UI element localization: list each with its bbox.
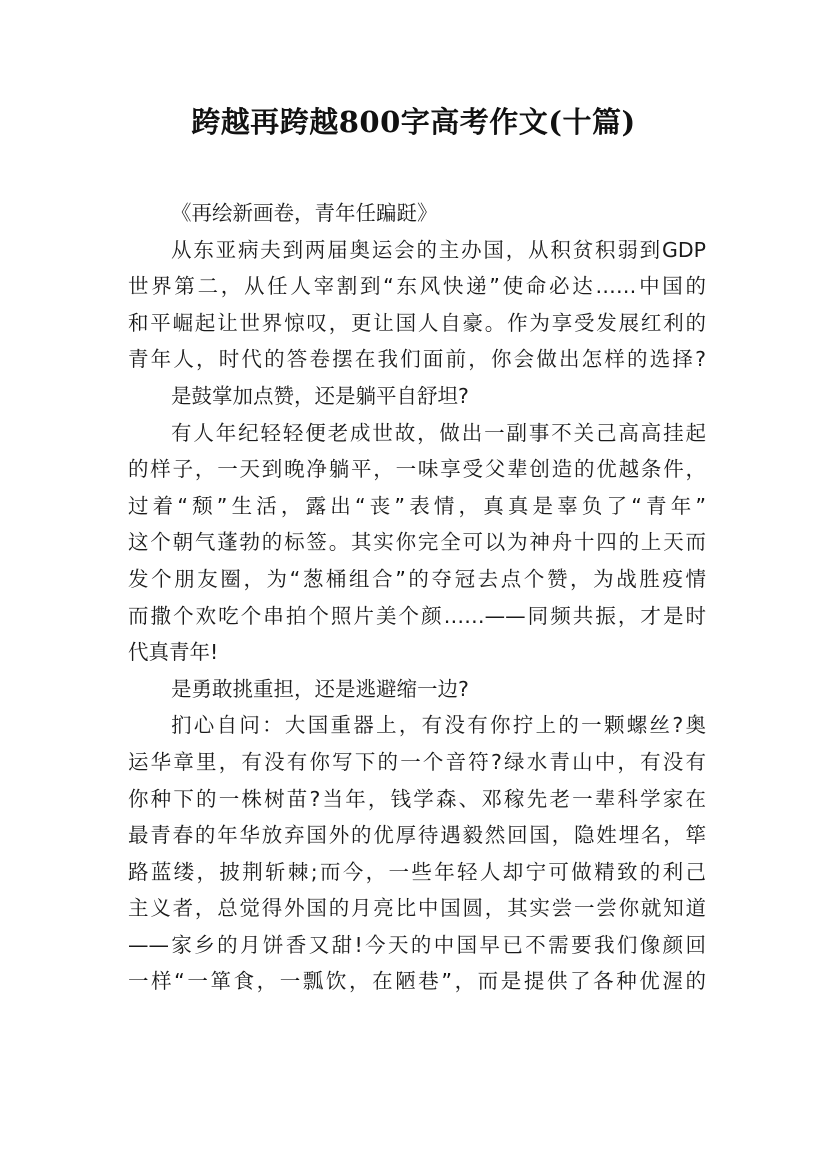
- text-line: 发个朋友圈，为“葱桶组合”的夺冠去点个赞，为战胜疫情: [128, 566, 706, 591]
- text-line: 一样“一箪食，一瓢饮，在陋巷”，而是提供了各种优渥的: [128, 969, 706, 994]
- text-line: 这个朝气蓬勃的标签。其实你完全可以为神舟十四的上天而: [128, 530, 706, 555]
- text-line: 扪心自问：大国重器上，有没有你拧上的一颗螺丝?奥: [171, 713, 706, 738]
- text-line: 主义者，总觉得外国的月亮比中国圆，其实尝一尝你就知道: [128, 896, 706, 921]
- text-line: 最青春的年华放弃国外的优厚待遇毅然回国，隐姓埋名，筚: [128, 823, 706, 848]
- document-title: 跨越再跨越800字高考作文(十篇): [191, 105, 636, 139]
- text-line: 代真青年!: [128, 640, 219, 665]
- text-line: 青年人，时代的答卷摆在我们面前，你会做出怎样的选择?: [128, 347, 706, 372]
- text-line: 和平崛起让世界惊叹，更让国人自豪。作为享受发展红利的: [128, 310, 706, 335]
- text-line: 过着“颓”生活，露出“丧”表情，真真是辜负了“青年”: [128, 493, 706, 518]
- text-line: 而撒个欢吃个串拍个照片美个颜……——同频共振，才是时: [128, 603, 706, 628]
- text-line: 《再绘新画卷，青年任蹁跹》: [171, 201, 438, 225]
- text-line: 世界第二，从任人宰割到“东风快递”使命必达……中国的: [128, 274, 706, 299]
- text-line: 有人年纪轻轻便老成世故，做出一副事不关己高高挂起: [171, 420, 706, 445]
- text-line: 的样子，一天到晚净躺平，一味享受父辈创造的优越条件，: [128, 457, 706, 482]
- text-line: 你种下的一株树苗?当年，钱学森、邓稼先老一辈科学家在: [128, 786, 706, 811]
- text-line: 运华章里，有没有你写下的一个音符?绿水青山中，有没有: [128, 749, 706, 774]
- text-line: 路蓝缕，披荆斩棘;而今，一些年轻人却宁可做精致的利己: [128, 859, 706, 884]
- text-line: 是勇敢挑重担，还是逃避缩一边?: [171, 676, 469, 701]
- text-line: ——家乡的月饼香又甜!今天的中国早已不需要我们像颜回: [128, 932, 706, 957]
- document-body: [128, 195, 706, 1000]
- text-line: 从东亚病夫到两届奥运会的主办国，从积贫积弱到GDP: [171, 237, 706, 262]
- text-line: 是鼓掌加点赞，还是躺平自舒坦?: [171, 383, 469, 408]
